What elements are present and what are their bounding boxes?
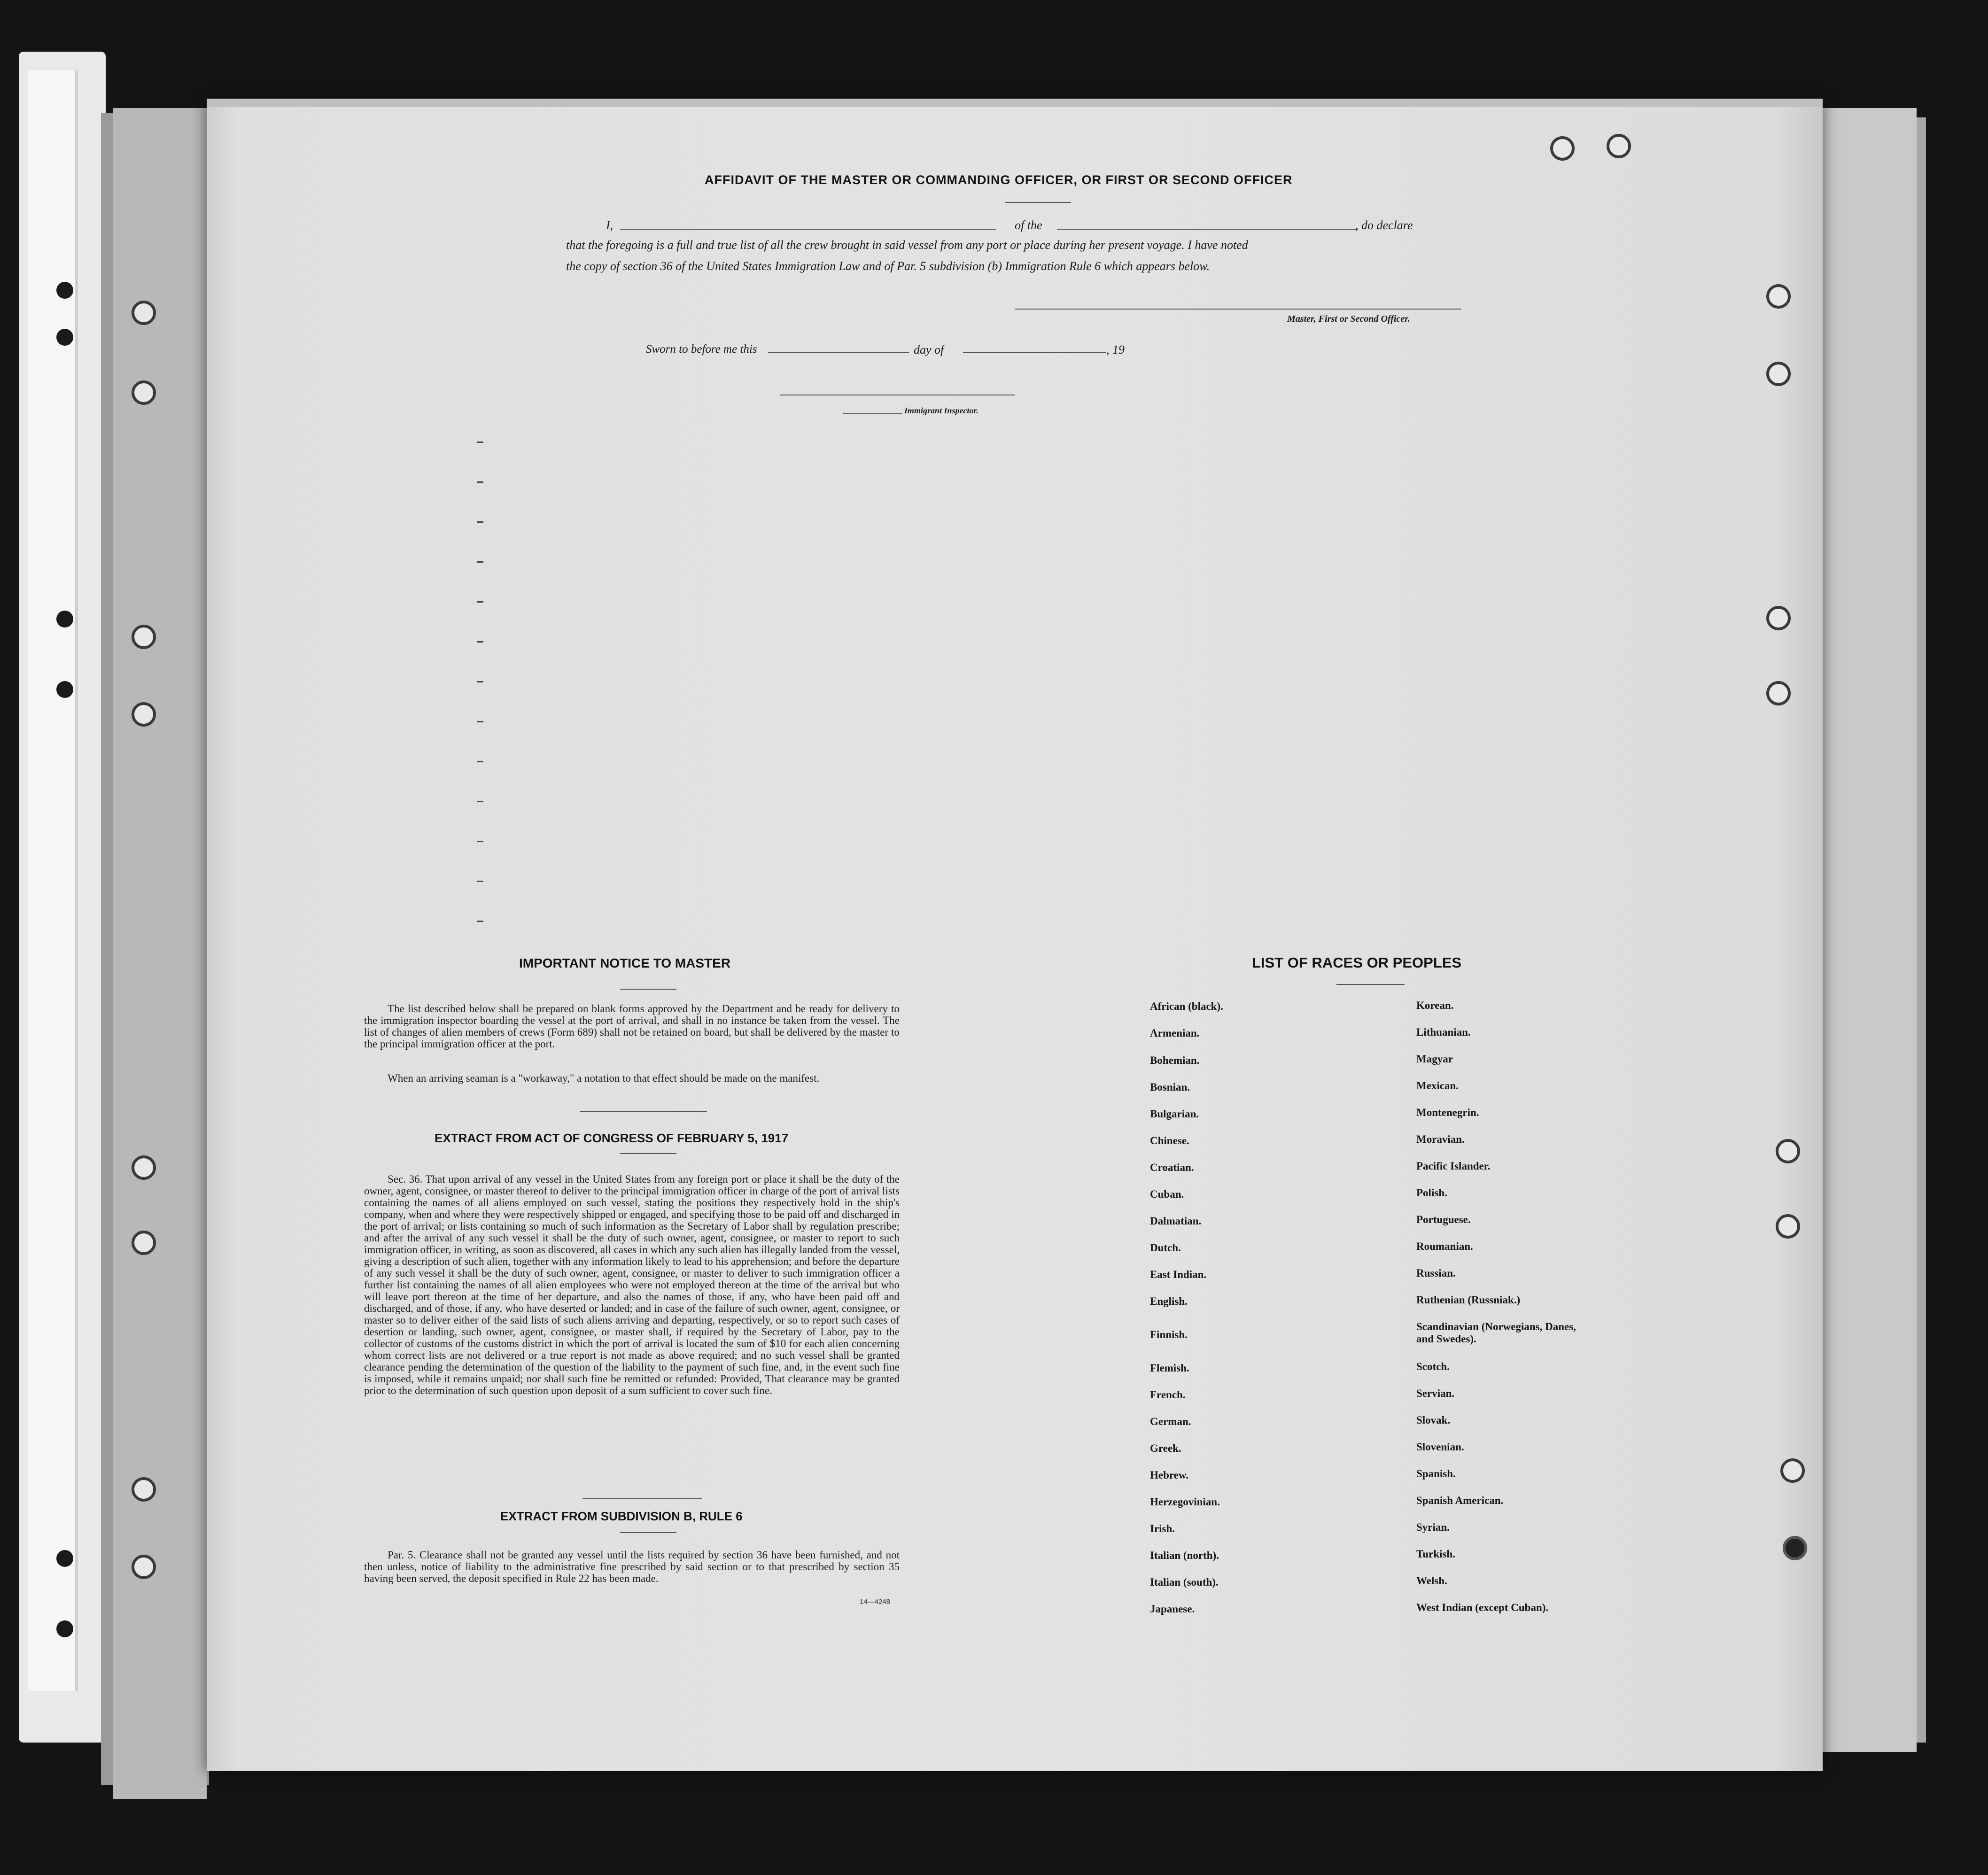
row-marker: [477, 761, 483, 762]
binder-strip-inner: [28, 70, 78, 1691]
race-right-item: Syrian.: [1416, 1521, 1450, 1533]
race-right-item: Slovenian.: [1416, 1441, 1464, 1453]
notice-paragraph-2: When an arriving seaman is a "workaway," a notation to that effect should be made on the manifest.: [388, 1072, 820, 1084]
race-left-item: Flemish.: [1150, 1362, 1189, 1374]
race-right-item: Spanish American.: [1416, 1495, 1504, 1506]
signature-caption: Master, First or Second Officer.: [1287, 314, 1410, 324]
race-right-item: Turkish.: [1416, 1548, 1455, 1560]
notice-paragraph-1: The list described below shall be prepared on blank forms approved by the Department and be ready for delivery to the immigration inspector boarding the vessel at the port of arrival, and shall in no instance be taken from the vessel. The list of changes of alien members of crews (Form 689) shall not be retained on board, but shall be delivered by the master to the principal immigration officer at the port.: [364, 1003, 900, 1050]
punch-hole: [1766, 681, 1791, 705]
race-right-item: Portuguese.: [1416, 1214, 1471, 1225]
title-underline: [1005, 202, 1071, 203]
vessel-line: [1057, 229, 1358, 230]
race-left-item: African (black).: [1150, 1000, 1223, 1012]
race-left-item: Greek.: [1150, 1442, 1181, 1454]
punch-hole: [1783, 1536, 1807, 1560]
binder-hole: [56, 611, 73, 628]
race-right-item: Servian.: [1416, 1387, 1455, 1399]
race-left-item: Hebrew.: [1150, 1469, 1188, 1481]
race-left-item: East Indian.: [1150, 1269, 1207, 1280]
row-marker: [477, 481, 483, 483]
binder-hole: [56, 681, 73, 698]
row-marker: [477, 521, 483, 523]
binder-hole: [56, 329, 73, 346]
extract-2-title: EXTRACT FROM SUBDIVISION B, RULE 6: [500, 1509, 743, 1523]
extract-divider: [582, 1498, 702, 1499]
sworn-day-line: [768, 352, 909, 353]
punch-hole: [1766, 606, 1791, 630]
punch-hole: [132, 1231, 156, 1255]
sworn-label: Sworn to before me this: [646, 343, 757, 356]
row-marker: [477, 641, 483, 643]
punch-hole: [1766, 284, 1791, 309]
race-right-item: Polish.: [1416, 1187, 1447, 1199]
row-marker: [477, 881, 483, 882]
form-number: 14—4248: [860, 1598, 891, 1606]
row-marker: [477, 561, 483, 563]
race-left-item: Italian (north).: [1150, 1550, 1219, 1561]
races-title: LIST OF RACES OR PEOPLES: [1252, 954, 1462, 971]
race-left-item: Bohemian.: [1150, 1054, 1200, 1066]
back-page-left-edge: [113, 108, 207, 1799]
punch-hole: [1776, 1139, 1800, 1163]
race-right-item: Moravian.: [1416, 1133, 1465, 1145]
punch-hole: [132, 301, 156, 325]
document-sheet: [207, 99, 1823, 1771]
extract-1-text: Sec. 36. That upon arrival of any vessel in the United States from any foreign port or place it shall be the duty of the owner, agent, consignee, or master thereof to deliver to the principal immigration officer in charge of the port of arrival lists containing the names of all aliens employed on such vessel, stating the positions they respectively hold in the ship's company, when and where they were respectively shipped or engaged, and specifying those to be paid off and discharged in the port of arrival; or lists containing so much of such information as the Secretary of Labor shall by regulation prescribe; and after the arrival of any such vessel it shall be the duty of such owner, agent, consignee, or master to report to such immigration officer, in writing, as soon as discovered, all cases in which any such alien has illegally landed from the vessel, giving a description of such alien, together with any information likely to lead to his apprehension; and before the departure of any such vessel it shall be the duty of such owner, agent, consignee, or master to deliver to such immigration officer a further list containing the names of all alien employees who were not employed thereon at the time of the arrival but who will leave port thereon at the time of her departure, and also the names of those, if any, who have been paid off and discharged, and of those, if any, who have deserted or landed; and in case of the failure of such owner, agent, consignee, or master so to deliver either of the said lists of such aliens arriving and departing, respectively, or so to report such cases of desertion or landing, such owner, agent, consignee, or master shall, if required by the Secretary of Labor, pay to the collector of customs of the customs district in which the port of arrival is located the sum of $10 for each alien concerning whom correct lists are not delivered or a true report is not made as above required; and no such vessel shall be granted clearance pending the determination of the question of the liability to the payment of such fine, and, in the event such fine is imposed, while it remains unpaid; nor shall such fine be remitted or refunded: Provided, That clearance may be granted prior to the determination of such question upon deposit of a sum sufficient to cover such fine.: [364, 1173, 900, 1396]
row-marker: [477, 801, 483, 802]
extract-2-text: Par. 5. Clearance shall not be granted any vessel until the lists required by section 36 have been furnished, and not then unless, notice of liability to the administrative fine prescribed by said section or to that prescribed by section 35 having been served, the deposit specified in Rule 22 has been made.: [364, 1549, 900, 1584]
punch-hole: [132, 1155, 156, 1180]
race-left-item: Croatian.: [1150, 1162, 1194, 1173]
punch-hole: [132, 380, 156, 405]
sheet-top-edge: [207, 99, 1823, 107]
race-left-item: English.: [1150, 1295, 1188, 1307]
name-line: [620, 229, 996, 230]
punch-hole: [1607, 134, 1631, 158]
day-of-label: day of: [914, 343, 944, 356]
race-left-item: Japanese.: [1150, 1603, 1195, 1615]
row-marker: [477, 841, 483, 842]
notice-underline: [620, 989, 676, 990]
punch-hole: [1780, 1458, 1805, 1483]
punch-hole: [1766, 362, 1791, 386]
race-right-item: Magyar: [1416, 1053, 1453, 1065]
notice-title: IMPORTANT NOTICE TO MASTER: [519, 956, 731, 970]
race-right-item: Russian.: [1416, 1267, 1456, 1279]
race-right-item: Mexican.: [1416, 1080, 1459, 1092]
race-left-item: Finnish.: [1150, 1329, 1188, 1340]
affidavit-line-2: that the foregoing is a full and true list of all the crew brought in said vessel from any port or place during her present voyage. I have noted: [566, 238, 1248, 252]
row-marker: [477, 721, 483, 722]
race-right-item: Pacific Islander.: [1416, 1160, 1491, 1172]
affidavit-line-3: the copy of section 36 of the United States Immigration Law and of Par. 5 subdivision (b) Immigration Rule 6 which appears below.: [566, 259, 1210, 273]
inspector-caption-dash: [843, 413, 902, 414]
binder-hole: [56, 1550, 73, 1567]
extract-1-title: EXTRACT FROM ACT OF CONGRESS OF FEBRUARY 5, 1917: [435, 1131, 789, 1145]
year-label: , 19: [1106, 343, 1125, 356]
punch-hole: [132, 1477, 156, 1502]
race-right-item: Korean.: [1416, 999, 1454, 1011]
race-left-item: Chinese.: [1150, 1135, 1189, 1147]
row-marker: [477, 442, 483, 443]
race-right-item: Roumanian.: [1416, 1240, 1473, 1252]
races-underline: [1336, 984, 1405, 985]
sworn-month-line: [963, 352, 1106, 353]
race-right-item: Scotch.: [1416, 1361, 1450, 1372]
affidavit-title: AFFIDAVIT OF THE MASTER OR COMMANDING OFFICER, OR FIRST OR SECOND OFFICER: [705, 173, 1293, 187]
race-right-item: Lithuanian.: [1416, 1026, 1471, 1038]
signature-line: [1015, 309, 1461, 310]
row-marker: [477, 601, 483, 603]
affidavit-do-declare-label: , do declare: [1355, 218, 1413, 232]
race-right-item: Montenegrin.: [1416, 1107, 1479, 1118]
punch-hole: [132, 1555, 156, 1579]
race-left-item: Bulgarian.: [1150, 1108, 1199, 1120]
race-left-item: Bosnian.: [1150, 1081, 1190, 1093]
binder-hole: [56, 1620, 73, 1637]
race-right-item: Ruthenian (Russniak.): [1416, 1294, 1521, 1306]
race-right-item: Scandinavian (Norwegians, Danes, and Swedes).: [1416, 1321, 1576, 1345]
race-left-item: Armenian.: [1150, 1027, 1200, 1039]
race-right-item: West Indian (except Cuban).: [1416, 1602, 1549, 1613]
notice-divider: [580, 1111, 707, 1112]
race-left-item: Cuban.: [1150, 1188, 1184, 1200]
race-left-item: French.: [1150, 1389, 1186, 1401]
race-right-item: Slovak.: [1416, 1414, 1451, 1426]
race-right-item: Welsh.: [1416, 1575, 1447, 1587]
race-left-item: Italian (south).: [1150, 1576, 1219, 1588]
extract-2-underline: [620, 1532, 676, 1533]
race-left-item: German.: [1150, 1416, 1191, 1427]
race-left-item: Dutch.: [1150, 1242, 1181, 1254]
binder-hole: [56, 282, 73, 299]
row-marker: [477, 681, 483, 682]
punch-hole: [1550, 136, 1575, 161]
race-right-item: Spanish.: [1416, 1468, 1456, 1480]
punch-hole: [1776, 1214, 1800, 1239]
affidavit-i-label: I,: [606, 218, 613, 232]
affidavit-of-the-label: of the: [1015, 218, 1042, 232]
race-left-item: Herzegovinian.: [1150, 1496, 1220, 1508]
extract-1-underline: [620, 1153, 676, 1154]
inspector-caption: Immigrant Inspector.: [904, 406, 979, 415]
row-marker: [477, 921, 483, 922]
race-left-item: Dalmatian.: [1150, 1215, 1202, 1227]
punch-hole: [132, 702, 156, 727]
punch-hole: [132, 625, 156, 649]
race-left-item: Irish.: [1150, 1523, 1175, 1534]
